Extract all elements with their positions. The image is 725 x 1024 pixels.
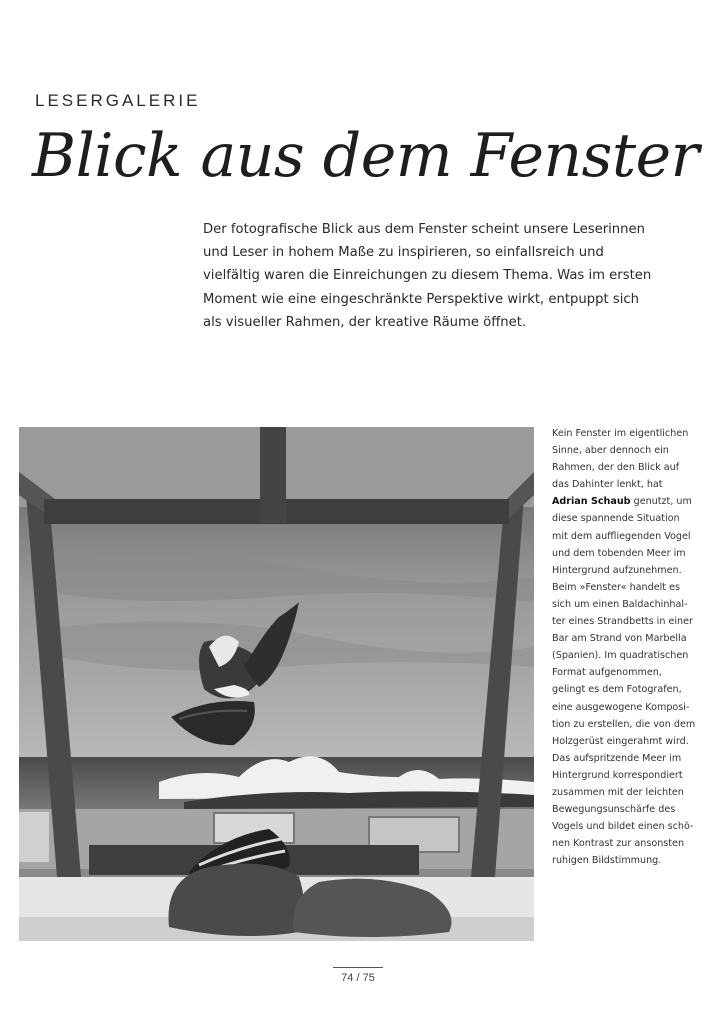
caption-line: zusammen mit der leichten xyxy=(552,786,684,798)
caption-line: Hintergrund aufzunehmen. xyxy=(552,564,682,576)
folio-divider xyxy=(333,967,383,968)
caption-line: Beim »Fenster« handelt es xyxy=(552,581,680,593)
caption-line: Kein Fenster im eigentlichen xyxy=(552,428,689,439)
intro-line: als visueller Rahmen, der kreative Räume öffnet. xyxy=(203,314,527,330)
caption-line: ter eines Strandbetts in einer xyxy=(552,616,693,628)
intro-paragraph xyxy=(203,218,673,334)
caption-text: genutzt, um xyxy=(630,496,692,508)
caption-line: Das aufspritzende Meer im xyxy=(552,752,682,764)
caption-line: Holzgerüst eingerahmt wird. xyxy=(552,735,689,747)
intro-line: vielfältig waren die Einreichungen zu diesem Thema. Was im ersten xyxy=(203,268,652,284)
caption-line: Bewegungsunschärfe des xyxy=(552,804,676,816)
caption-line: Rahmen, der den Blick auf xyxy=(552,462,680,474)
photographer-name: Adrian Schaub xyxy=(552,496,631,508)
caption-line: Hintergrund korrespondiert xyxy=(552,769,683,781)
caption-line: (Spanien). Im quadratischen xyxy=(552,650,689,662)
intro-line: und Leser in hohem Maße zu inspirieren, so einfallsreich und xyxy=(203,245,604,261)
caption-line: ruhigen Bildstimmung. xyxy=(552,855,662,867)
intro-line: Der fotografische Blick aus dem Fenster scheint unsere Leserinnen xyxy=(203,222,645,237)
caption-line: eine ausgewogene Komposi- xyxy=(552,701,690,713)
frame-center-beam xyxy=(260,427,286,523)
caption-line: das Dahinter lenkt, hat xyxy=(552,479,663,491)
caption-line: nen Kontrast zur ansonsten xyxy=(552,838,685,850)
page-numbers: 74 / 75 xyxy=(341,972,375,984)
intro-line: Moment wie eine eingeschränkte Perspektive wirkt, entpuppt sich xyxy=(203,291,640,307)
photo-caption xyxy=(552,425,722,869)
caption-line: Format aufgenommen, xyxy=(552,667,662,679)
caption-line: und dem tobenden Meer im xyxy=(552,547,686,559)
caption-line: mit dem auffliegenden Vogel xyxy=(552,530,691,542)
caption-line: Bar am Strand von Marbella xyxy=(552,633,687,645)
photo-illustration xyxy=(19,427,534,941)
caption-line: Sinne, aber dennoch ein xyxy=(552,445,669,457)
page-title: Blick aus dem Fenster xyxy=(32,121,699,191)
caption-line: Vogels und bildet einen schö- xyxy=(552,821,694,833)
caption-line: diese spannende Situation xyxy=(552,513,680,525)
featured-photo xyxy=(19,427,534,941)
caption-line: gelingt es dem Fotografen, xyxy=(552,684,682,696)
lounger xyxy=(19,812,49,862)
caption-line-photographer xyxy=(552,493,722,510)
caption-line: sich um einen Baldachinhal- xyxy=(552,598,688,610)
caption-line: tion zu erstellen, die von dem xyxy=(552,718,696,730)
section-kicker: LESERGALERIE xyxy=(35,91,201,110)
